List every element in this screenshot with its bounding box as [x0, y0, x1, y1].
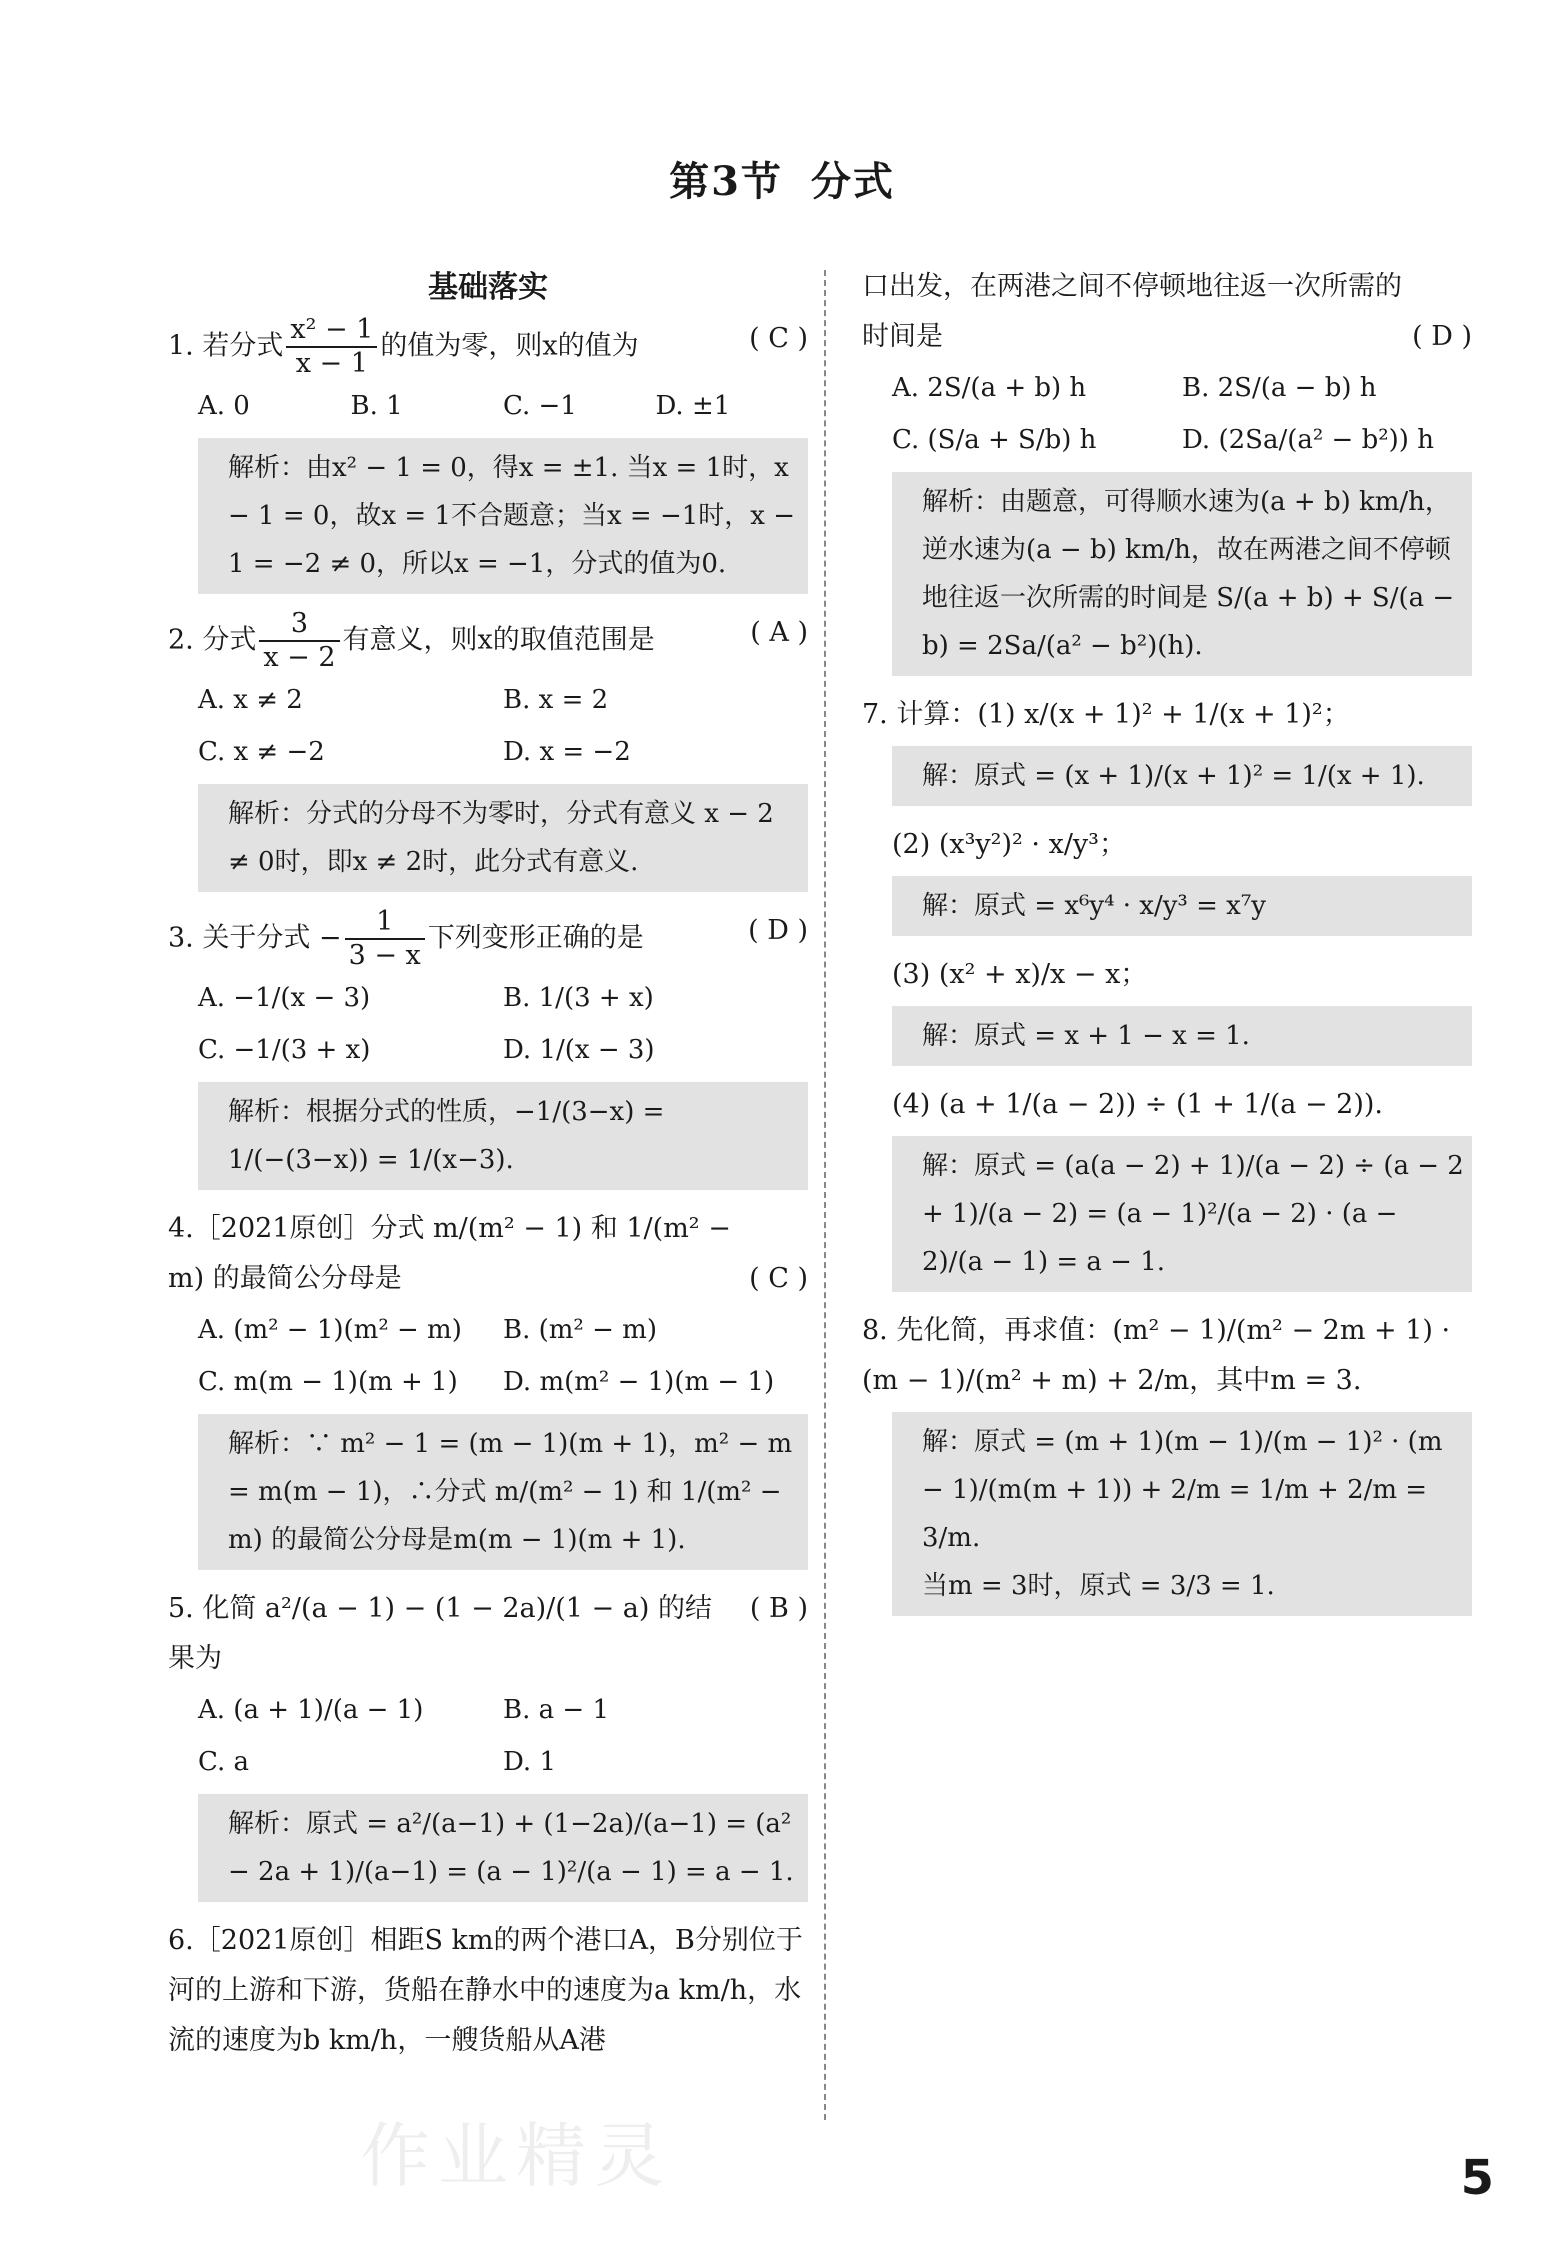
q4-option-d: D. m(m² − 1)(m − 1)	[503, 1367, 775, 1397]
q1-fraction	[286, 314, 377, 380]
q8-solution-steps: 解：原式 = (m + 1)(m − 1)/(m − 1)² · (m − 1)/(m(m + 1)) + 2/m = 1/m + 2/m = 3/m.	[922, 1427, 1443, 1553]
q1-options	[168, 380, 808, 432]
q7-part-3: (3) (x² + x)/x − x；	[892, 959, 1148, 990]
page-number: 5	[1460, 2150, 1494, 2206]
question-1	[168, 314, 808, 380]
q5-option-a: A. (a + 1)/(a − 1)	[198, 1695, 424, 1725]
question-5	[168, 1584, 808, 1684]
q3-num: 1	[376, 906, 394, 937]
q2-options	[168, 674, 808, 778]
q7-2-solution: 解：原式 = x⁶y⁴ · x/y³ = x⁷y	[892, 876, 1472, 936]
q3-den: 3 − x	[345, 938, 425, 972]
section-heading: 基础落实	[428, 270, 548, 305]
q2-tail: 有意义，则x的取值范围是	[342, 624, 655, 656]
q7-3-solution: 解：原式 = x + 1 − x = 1.	[892, 1006, 1472, 1066]
q3-fraction	[345, 906, 425, 972]
q2-option-a: A. x ≠ 2	[198, 685, 303, 715]
q1-option-d: D. ±1	[655, 391, 731, 421]
q6-options	[862, 362, 1472, 466]
column-divider	[824, 270, 826, 2120]
question-3	[168, 906, 808, 972]
q2-solution: 解析：分式的分母不为零时，分式有意义 x − 2 ≠ 0时，即x ≠ 2时，此分式有意义.	[198, 784, 808, 892]
q6-solution: 解析：由题意，可得顺水速为(a + b) km/h，逆水速为(a − b) km/h，故在两港之间不停顿地往返一次所需的时间是 S/(a + b) + S/(a − b) = 2Sa/(a² − b²)(h).	[892, 472, 1472, 676]
q4-option-b: B. (m² − m)	[503, 1315, 657, 1345]
q4-option-a: A. (m² − 1)(m² − m)	[198, 1315, 462, 1345]
q5-solution: 解析：原式 = a²/(a−1) + (1−2a)/(a−1) = (a² − 2a + 1)/(a−1) = (a − 1)²/(a − 1) = a − 1.	[198, 1794, 808, 1902]
q3-solution: 解析：根据分式的性质，−1/(3−x) = 1/(−(3−x)) = 1/(x−3).	[198, 1082, 808, 1190]
q4-answer: ( C )	[749, 1263, 808, 1294]
q6-answer: ( D )	[1412, 321, 1472, 352]
q2-stem: 2. 分式	[168, 624, 257, 656]
question-6-continued	[862, 262, 1472, 362]
watermark: 作业精灵	[360, 2115, 672, 2197]
q1-num: x² − 1	[290, 314, 374, 345]
q1-answer: ( C )	[749, 323, 808, 354]
q2-den: x − 2	[259, 640, 339, 674]
q2-answer: ( A )	[750, 617, 808, 648]
page-title	[0, 150, 1564, 207]
q3-stem: 3. 关于分式 −	[168, 922, 342, 954]
q7-4-solution: 解：原式 = (a(a − 2) + 1)/(a − 2) ÷ (a − 2 + 1)/(a − 2) = (a − 1)²/(a − 2) · (a − 2)/(a − 1) = a − 1.	[892, 1136, 1472, 1292]
question-8: 8. 先化简，再求值：(m² − 1)/(m² − 2m + 1) · (m − 1)/(m² + m) + 2/m，其中m = 3.	[862, 1315, 1451, 1396]
q8-final: 当m = 3时，原式 = 3/3 = 1.	[922, 1571, 1275, 1601]
q2-fraction	[259, 608, 339, 674]
q4-solution: 解析：∵ m² − 1 = (m − 1)(m + 1)，m² − m = m(m − 1)，∴分式 m/(m² − 1) 和 1/(m² − m) 的最简公分母是m(m − 1)(m + 1).	[198, 1414, 808, 1570]
q2-option-d: D. x = −2	[503, 737, 631, 767]
q4-stem: 4.［2021原创］分式 m/(m² − 1) 和 1/(m² − m) 的最简公分母是	[168, 1213, 731, 1294]
q1-den: x − 1	[286, 346, 377, 380]
q7-part-4: (4) (a + 1/(a − 2)) ÷ (1 + 1/(a − 2)).	[892, 1089, 1383, 1120]
q7-part-2: (2) (x³y²)² · x/y³；	[892, 829, 1126, 860]
q8-solution	[892, 1412, 1472, 1616]
q3-option-a: A. −1/(x − 3)	[198, 983, 371, 1013]
q5-stem: 5. 化简 a²/(a − 1) − (1 − 2a)/(1 − a) 的结果为	[168, 1593, 712, 1674]
q6-option-c: C. (S/a + S/b) h	[892, 425, 1097, 455]
q5-options	[168, 1684, 808, 1788]
q2-option-c: C. x ≠ −2	[198, 737, 325, 767]
q6-option-d: D. (2Sa/(a² − b²)) h	[1182, 425, 1434, 455]
question-7: 7. 计算：(1) x/(x + 1)² + 1/(x + 1)²；	[862, 699, 1350, 730]
section-name: 分式	[810, 158, 895, 205]
q4-options	[168, 1304, 808, 1408]
question-6: 6.［2021原创］相距S km的两个港口A，B分别位于河的上游和下游，货船在静水中的速度为a km/h，水流的速度为b km/h，一艘货船从A港	[168, 1925, 803, 2056]
q5-option-c: C. a	[198, 1747, 249, 1777]
q3-option-c: C. −1/(3 + x)	[198, 1035, 371, 1065]
q1-option-a: A. 0	[198, 391, 250, 421]
section-number: 第3节	[669, 158, 783, 205]
left-column	[168, 262, 808, 2066]
question-2	[168, 608, 808, 674]
q6-option-a: A. 2S/(a + b) h	[892, 373, 1087, 403]
q5-answer: ( B )	[749, 1593, 808, 1624]
q2-num: 3	[290, 608, 309, 639]
q3-tail: 下列变形正确的是	[427, 922, 644, 954]
q5-option-d: D. 1	[503, 1747, 556, 1777]
q7-1-solution: 解：原式 = (x + 1)/(x + 1)² = 1/(x + 1).	[892, 746, 1472, 806]
question-4	[168, 1204, 808, 1304]
q2-option-b: B. x = 2	[503, 685, 609, 715]
q1-stem: 1. 若分式	[168, 330, 284, 362]
q4-option-c: C. m(m − 1)(m + 1)	[198, 1367, 458, 1397]
q3-option-b: B. 1/(3 + x)	[503, 983, 654, 1013]
q6-continued-text: 口出发，在两港之间不停顿地往返一次所需的时间是	[862, 271, 1402, 352]
q1-option-c: C. −1	[503, 391, 577, 421]
q3-options	[168, 972, 808, 1076]
q3-option-d: D. 1/(x − 3)	[503, 1035, 655, 1065]
q1-tail: 的值为零，则x的值为	[380, 330, 639, 362]
q6-option-b: B. 2S/(a − b) h	[1182, 373, 1377, 403]
q1-solution: 解析：由x² − 1 = 0，得x = ±1. 当x = 1时，x − 1 = 0，故x = 1不合题意；当x = −1时，x − 1 = −2 ≠ 0，所以x = −1，分式的值为0.	[198, 438, 808, 594]
q3-answer: ( D )	[748, 915, 808, 946]
q5-option-b: B. a − 1	[503, 1695, 609, 1725]
right-column	[862, 262, 1472, 1630]
q1-option-b: B. 1	[350, 391, 403, 421]
